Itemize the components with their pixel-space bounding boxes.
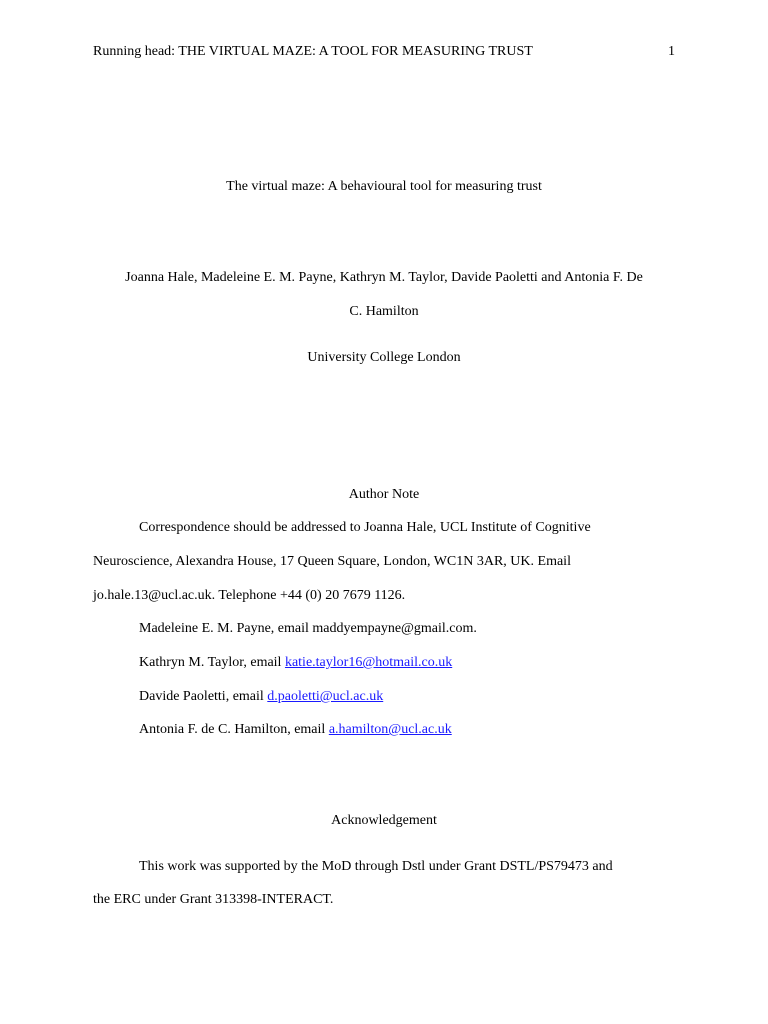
contact-payne-text: Madeleine E. M. Payne, email maddyempayne@gmail.com.	[139, 621, 477, 636]
page-number: 1	[668, 44, 675, 59]
contact-taylor-text: Kathryn M. Taylor, email	[139, 655, 285, 670]
contact-paoletti	[139, 688, 383, 706]
email-link-taylor[interactable]: katie.taylor16@hotmail.co.uk	[284, 655, 453, 670]
authors-line-1: Joanna Hale, Madeleine E. M. Payne, Kathryn M. Taylor, Davide Paoletti and Antonia F. De	[125, 270, 643, 285]
affiliation: University College London	[307, 350, 461, 365]
email-link-hamilton[interactable]: a.hamilton@ucl.ac.uk	[328, 722, 452, 737]
author-note-heading: Author Note	[348, 487, 420, 502]
correspondence-line-2: Neuroscience, Alexandra House, 17 Queen Square, London, WC1N 3AR, UK. Email	[93, 554, 571, 569]
acknowledgement-line-1: This work was supported by the MoD through Dstl under Grant DSTL/PS79473 and	[139, 859, 613, 874]
contact-paoletti-text: Davide Paoletti, email	[139, 689, 268, 704]
paper-title: The virtual maze: A behavioural tool for measuring trust	[226, 179, 542, 194]
contact-hamilton	[139, 721, 452, 739]
acknowledgement-heading: Acknowledgement	[331, 813, 437, 828]
correspondence-line-1: Correspondence should be addressed to Joanna Hale, UCL Institute of Cognitive	[139, 520, 591, 535]
contact-taylor	[139, 654, 452, 672]
authors-line-2: C. Hamilton	[349, 304, 419, 319]
correspondence-line-3: jo.hale.13@ucl.ac.uk. Telephone +44 (0) 20 7679 1126.	[93, 588, 406, 603]
acknowledgement-line-2: the ERC under Grant 313398-INTERACT.	[93, 892, 334, 907]
email-link-paoletti[interactable]: d.paoletti@ucl.ac.uk	[267, 689, 384, 704]
contact-hamilton-text: Antonia F. de C. Hamilton, email	[139, 722, 329, 737]
contact-payne	[139, 620, 477, 638]
running-head: Running head: THE VIRTUAL MAZE: A TOOL FOR MEASURING TRUST	[93, 44, 533, 59]
